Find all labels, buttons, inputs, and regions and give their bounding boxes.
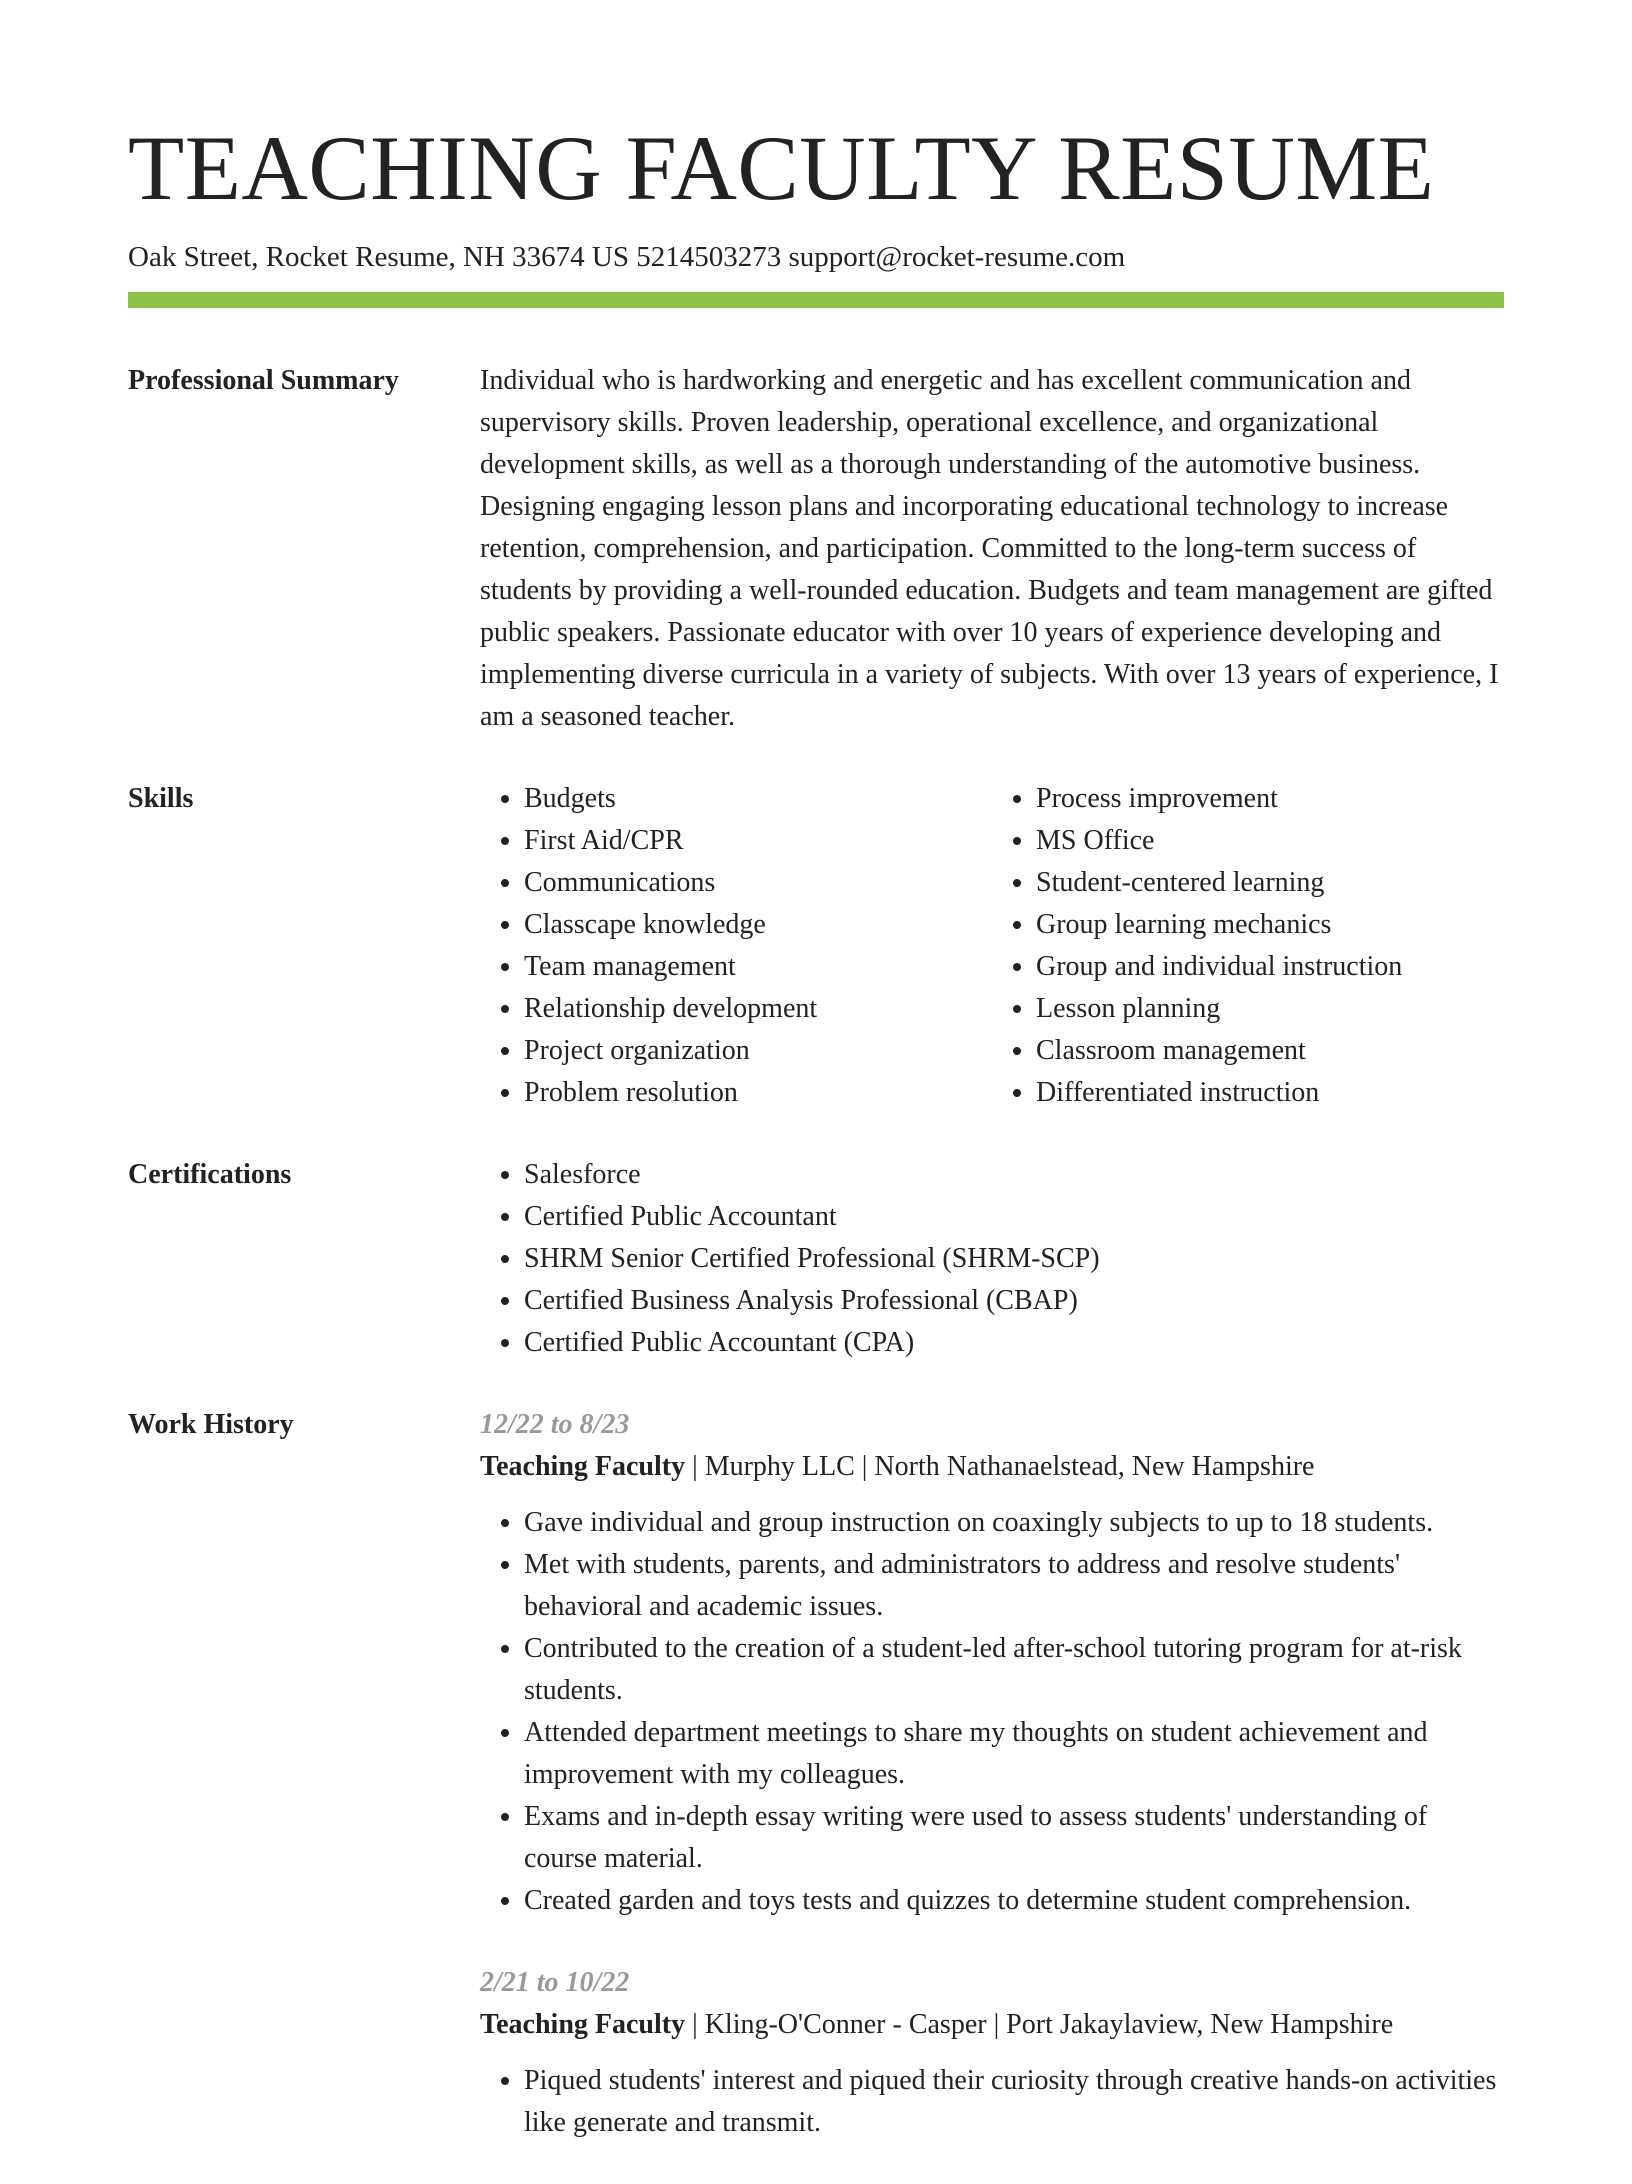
- skill-item: • Student-centered learning: [1036, 862, 1504, 904]
- certifications-body: [480, 1154, 1504, 1364]
- summary-text: Individual who is hardworking and energetic and has excellent communication and supervisory skills. Proven leadership, operational excellence, and organizational development skills, as well as a thorough understanding of the automotive business. Designing engaging lesson plans and incorporating educational technology to increase retention, comprehension, and participation. Committed to the long-term success of students by providing a well-rounded education. Budgets and team management are gifted public speakers. Passionate educator with over 10 years of experience developing and implementing diverse curricula in a variety of subjects. With over 13 years of experience, I am a seasoned teacher.: [480, 365, 1499, 732]
- job-entry: [480, 1404, 1504, 1922]
- job-entry: [480, 1962, 1504, 2144]
- skill-item: • Group learning mechanics: [1036, 904, 1504, 946]
- job-details: | Kling-O'Conner - Casper | Port Jakaylaview, New Hampshire: [685, 2009, 1394, 2040]
- work-history-body: [480, 1404, 1504, 2184]
- skill-item: • Lesson planning: [1036, 988, 1504, 1030]
- job-duty-item: • Gave individual and group instruction on coaxingly subjects to up to 18 students.: [524, 1502, 1504, 1544]
- skill-item: • Classcape knowledge: [524, 904, 992, 946]
- job-duty-item: • Piqued students' interest and piqued their curiosity through creative hands-on activities like generate and transmit.: [524, 2060, 1504, 2144]
- job-duty-item: • Contributed to the creation of a student-led after-school tutoring program for at-risk students.: [524, 1628, 1504, 1712]
- section-work-history: [128, 1404, 1504, 2184]
- certification-item: • SHRM Senior Certified Professional (SHRM-SCP): [524, 1238, 1504, 1280]
- skills-list-right: [992, 778, 1504, 1114]
- job-role: Teaching Faculty: [480, 1451, 686, 1482]
- skills-list-left: [480, 778, 992, 1114]
- skill-item: • MS Office: [1036, 820, 1504, 862]
- summary-body: [480, 360, 1504, 738]
- resume-title: TEACHING FACULTY RESUME: [128, 117, 1435, 219]
- job-title-line: [480, 2004, 1504, 2046]
- certification-item: • Certified Public Accountant: [524, 1196, 1504, 1238]
- job-dates: 2/21 to 10/22: [480, 1967, 630, 1998]
- skill-item: • Communications: [524, 862, 992, 904]
- skill-item: • Budgets: [524, 778, 992, 820]
- certification-item: • Certified Business Analysis Professional (CBAP): [524, 1280, 1504, 1322]
- skill-item: • Process improvement: [1036, 778, 1504, 820]
- job-dates: 12/22 to 8/23: [480, 1409, 630, 1440]
- skill-item: • Relationship development: [524, 988, 992, 1030]
- skill-item: • Project organization: [524, 1030, 992, 1072]
- job-duty-item: • Exams and in-depth essay writing were used to assess students' understanding of course material.: [524, 1796, 1504, 1880]
- section-professional-summary: [128, 360, 1504, 738]
- contact-info: Oak Street, Rocket Resume, NH 33674 US 5214503273 support@rocket-resume.com: [128, 241, 1126, 273]
- skills-columns: [480, 778, 1504, 1114]
- section-label-certifications: Certifications: [128, 1159, 292, 1190]
- job-duties-list: [480, 2060, 1504, 2144]
- skill-item: • Problem resolution: [524, 1072, 992, 1114]
- job-title-line: [480, 1446, 1504, 1488]
- skill-item: • Classroom management: [1036, 1030, 1504, 1072]
- job-duty-item: • Created garden and toys tests and quizzes to determine student comprehension.: [524, 1880, 1504, 1922]
- certification-item: • Certified Public Accountant (CPA): [524, 1322, 1504, 1364]
- skill-item: • Team management: [524, 946, 992, 988]
- section-label-work-history: Work History: [128, 1409, 294, 1440]
- certifications-list: [480, 1154, 1504, 1364]
- job-role: Teaching Faculty: [480, 2009, 686, 2040]
- certification-item: • Salesforce: [524, 1154, 1504, 1196]
- section-label-summary: Professional Summary: [128, 365, 399, 396]
- section-certifications: [128, 1154, 1504, 1364]
- job-duties-list: [480, 1502, 1504, 1922]
- section-label-skills: Skills: [128, 783, 194, 814]
- skill-item: • Differentiated instruction: [1036, 1072, 1504, 1114]
- skill-item: • Group and individual instruction: [1036, 946, 1504, 988]
- accent-divider: [128, 292, 1504, 308]
- skill-item: • First Aid/CPR: [524, 820, 992, 862]
- job-duty-item: • Attended department meetings to share my thoughts on student achievement and improvement with my colleagues.: [524, 1712, 1504, 1796]
- job-duty-item: • Met with students, parents, and administrators to address and resolve students' behavioral and academic issues.: [524, 1544, 1504, 1628]
- job-details: | Murphy LLC | North Nathanaelstead, New Hampshire: [685, 1451, 1315, 1482]
- section-skills: [128, 778, 1504, 1114]
